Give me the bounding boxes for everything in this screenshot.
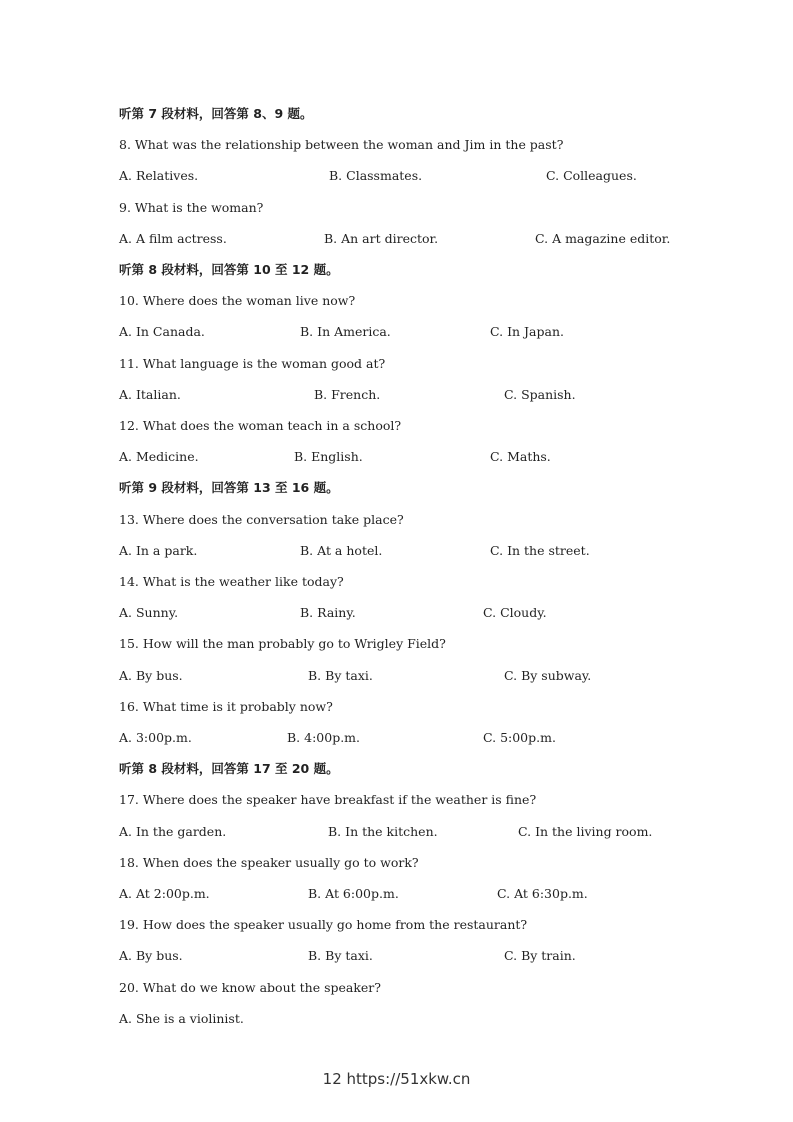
answer-option: C. In Japan. [490,324,564,340]
answer-option: C. By subway. [504,667,592,683]
answer-option: C. Cloudy. [483,605,547,621]
answer-option: B. French. [314,386,381,402]
answer-options [119,605,679,621]
answer-option: B. 4:00p.m. [287,730,361,745]
answer-option: B. In the kitchen. [328,823,438,839]
section-heading: 听第 7 段材料，回答第 8、9 题。 [119,106,313,121]
answer-option: C. Spanish. [504,386,576,402]
answer-option: B. By taxi. [308,948,373,964]
answer-option: B. At 6:00p.m. [308,886,399,901]
question-text: 17. Where does the speaker have breakfast if the weather is fine? [119,792,537,808]
answer-options [119,387,679,403]
answer-options [119,324,679,340]
answer-options [119,668,679,684]
question-text: 8. What was the relationship between the woman and Jim in the past? [119,137,564,153]
answer-option: B. At a hotel. [300,542,383,558]
answer-option: B. Rainy. [300,605,356,621]
answer-option: A. In Canada. [119,324,205,340]
answer-option: A. By bus. [119,948,183,964]
answer-option: B. By taxi. [308,667,373,683]
section-heading: 听第 9 段材料，回答第 13 至 16 题。 [119,480,339,496]
answer-option: A. Relatives. [119,168,199,184]
question-text: 18. When does the speaker usually go to work? [119,854,419,870]
answer-options [119,231,679,247]
answer-options [119,543,679,559]
answer-option: A. In a park. [119,542,198,558]
answer-options [119,886,679,902]
answer-options [119,449,679,465]
question-text: 12. What does the woman teach in a school? [119,418,402,433]
answer-option: C. Maths. [490,449,551,465]
answer-options [119,948,679,964]
answer-option: B. In America. [300,324,391,340]
answer-option: C. In the street. [490,542,590,558]
answer-option: A. A film actress. [119,230,227,246]
answer-option: A. She is a violinist. [119,1010,244,1026]
section-heading: 听第 8 段材料，回答第 17 至 20 题。 [119,761,339,777]
answer-option: C. A magazine editor. [535,230,671,246]
answer-options [119,1011,679,1027]
answer-option: C. By train. [504,948,576,964]
answer-option: C. Colleagues. [546,168,637,184]
question-text: 11. What language is the woman good at? [119,355,386,371]
question-text: 10. Where does the woman live now? [119,293,356,309]
section-heading: 听第 8 段材料，回答第 10 至 12 题。 [119,262,339,277]
question-text: 13. Where does the conversation take place? [119,511,404,527]
answer-option: C. 5:00p.m. [483,730,556,745]
question-text: 16. What time is it probably now? [119,698,333,714]
answer-option: C. In the living room. [518,823,653,839]
answer-option: B. English. [294,449,363,465]
answer-option: B. An art director. [324,230,439,246]
answer-option: B. Classmates. [329,168,423,184]
answer-option: A. Sunny. [119,605,179,621]
question-text: 20. What do we know about the speaker? [119,979,381,995]
answer-option: A. 3:00p.m. [119,730,192,745]
question-text: 9. What is the woman? [119,199,264,215]
answer-option: A. In the garden. [119,823,227,839]
answer-options [119,824,679,840]
answer-options [119,730,679,746]
question-text: 14. What is the weather like today? [119,574,344,589]
answer-option: A. Italian. [119,386,181,402]
answer-option: A. At 2:00p.m. [119,886,210,901]
answer-option: C. At 6:30p.m. [497,886,588,901]
answer-option: A. Medicine. [119,449,199,465]
question-text: 15. How will the man probably go to Wrigley Field? [119,636,446,652]
answer-options [119,168,679,184]
page-footer: 12 https://51xkw.cn [322,1070,471,1088]
question-text: 19. How does the speaker usually go home from the restaurant? [119,917,528,933]
answer-option: A. By bus. [119,667,183,683]
